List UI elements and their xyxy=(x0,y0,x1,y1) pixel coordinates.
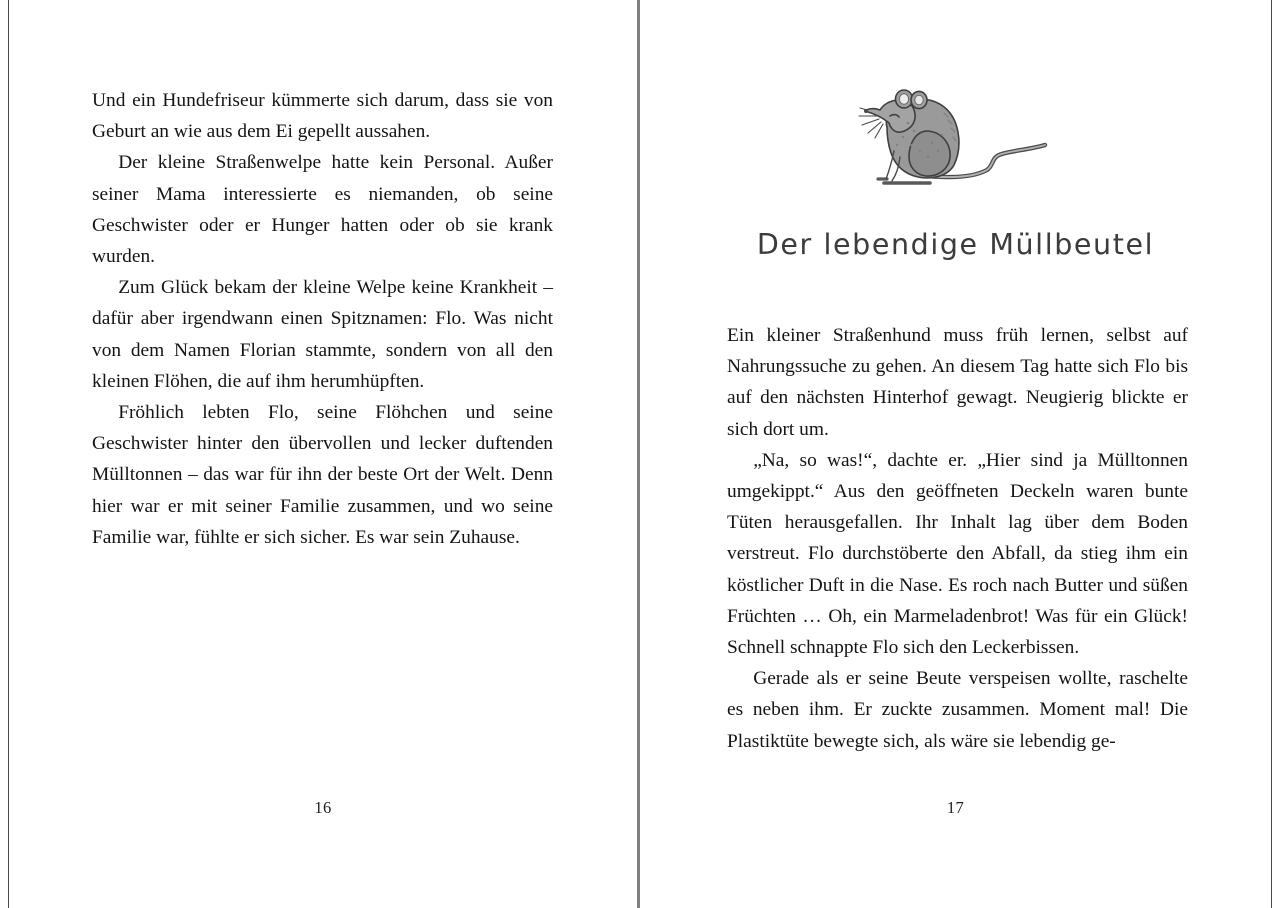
right-page xyxy=(640,0,1271,908)
mouse-illustration xyxy=(640,80,1271,195)
left-page-textblock xyxy=(92,85,553,553)
paragraph: Ein kleiner Straßenhund muss früh lernen, selbst auf Nahrungssuche zu gehen. An diesem Tag hatte sich Flo bis auf den nächsten Hinterhof gewagt. Neugierig blickte er sich dort um. xyxy=(727,325,1188,440)
chapter-title: Der lebendige Müllbeutel xyxy=(756,227,1155,261)
page-number-right: 17 xyxy=(946,798,965,817)
right-page-edge-rule xyxy=(1271,0,1272,908)
paragraph: Und ein Hundefriseur kümmerte sich darum, dass sie von Geburt an wie aus dem Ei gepellt aussahen. xyxy=(92,90,553,143)
left-page xyxy=(9,0,637,908)
paragraph: Zum Glück bekam der kleine Welpe keine Krankheit – dafür aber irgendwann einen Spitznamen: Flo. Was nicht von dem Namen Florian stammte, sondern von all den kleinen Flöhen, die auf ihm herumhüpften. xyxy=(92,277,553,392)
page-number-left: 16 xyxy=(314,798,332,817)
right-page-textblock xyxy=(727,320,1188,757)
paragraph: Fröhlich lebten Flo, seine Flöhchen und seine Geschwister hinter den übervollen und lecker duftenden Mülltonnen – das war für ihn der beste Ort der Welt. Denn hier war er mit seiner Familie zusammen, und wo seine Familie war, fühlte er sich sicher. Es war sein Zuhause. xyxy=(92,402,553,548)
paragraph: Gerade als er seine Beute verspeisen wollte, raschelte es neben ihm. Er zuckte zusammen. Moment mal! Die Plastiktüte bewegte sich, als wäre sie lebendig ge- xyxy=(727,668,1188,752)
paragraph: Der kleine Straßenwelpe hatte kein Personal. Außer seiner Mama interessierte es niemanden, ob seine Geschwister oder er Hunger hatten oder ob sie krank wurden. xyxy=(92,152,553,268)
paragraph: „Na, so was!“, dachte er. „Hier sind ja Mülltonnen umgekippt.“ Aus den geöffneten Deckeln waren bunte Tüten herausgefallen. Ihr Inhalt lag über dem Boden verstreut. Flo durchstöberte den Abfall, da stieg ihm ein köstlicher Duft in die Nase. Es roch nach Butter und süßen Früchten … Oh, ein Marmeladenbrot! Was für ein Glück! Schnell schnappte Flo sich den Leckerbissen. xyxy=(727,449,1188,659)
